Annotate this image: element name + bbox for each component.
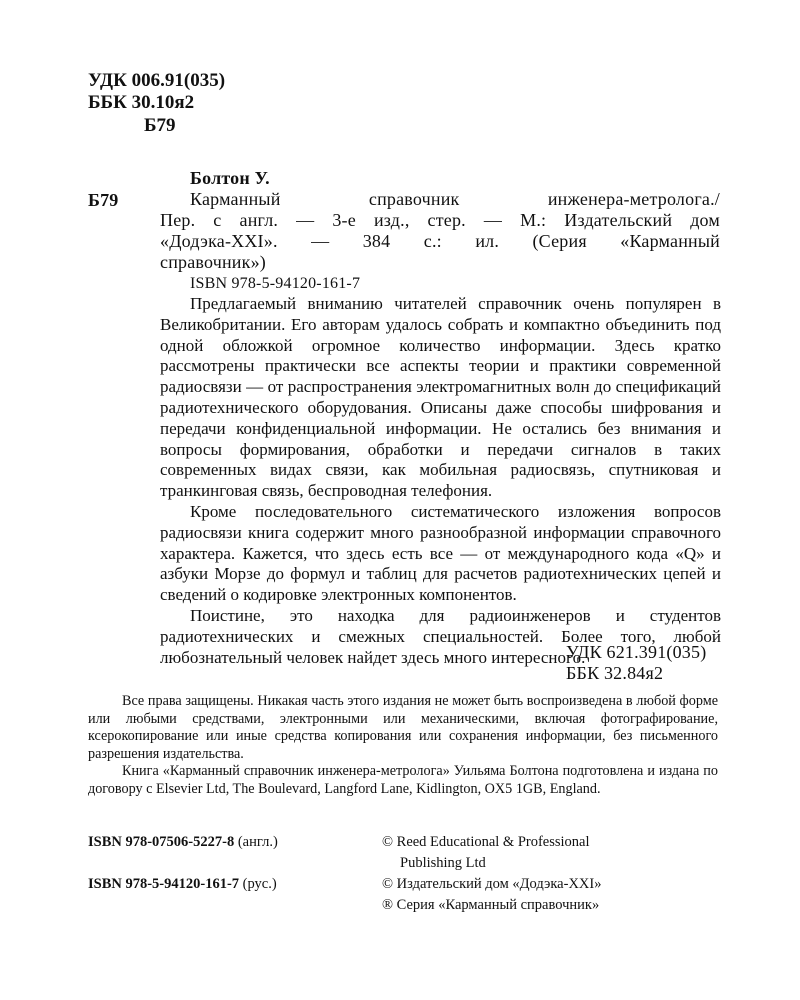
bib-title-line-3: «Додэка-XXI». — 384 с.: ил. (Серия «Карманный (160, 231, 720, 251)
author-mark-code: Б79 (144, 115, 176, 136)
secondary-bbk: ББК 32.84я2 (566, 663, 664, 683)
rights-paragraph-1: Все права защищены. Никакая часть этого издания не может быть воспроизведена в любой форме или любыми средствами, электронными или механическими, включая фотографирование, ксерокопирование или иные средства копирования или сохранения информации, без письменного разрешения издательства. (88, 693, 718, 762)
annotation-paragraph-1: Предлагаемый вниманию читателей справочник очень популярен в Великобритании. Его авторам удалось собрать и компактно объединить под одной обложкой огромное количество информации. Здесь кратко рассмотрены практически все аспекты теории и практики современной радиосвязи — от распространения электромагнитных волн до спецификаций радиотехнического оборудования. Описаны даже способы шифрования и передачи конфиденциальной информации. Не остались без внимания и вопросы формирования, обработки и передачи сигналов в таких современных видах связи, как мобильная радиосвязь, спутниковая и транкинговая связь, беспроводная телефония. (160, 294, 721, 501)
bib-title-line-2: Пер. с англ. — 3-е изд., стер. — М.: Издательский дом (160, 210, 720, 230)
bib-author-mark: Б79 (88, 190, 119, 210)
rights-paragraph-2: Книга «Карманный справочник инженера-метролога» Уильяма Болтона подготовлена и издана по договору с Elsevier Ltd, The Boulevard, Langford Lane, Kidlington, OX5 1GB, England. (88, 763, 718, 797)
isbn-en: ISBN 978-07506-5227-8 (88, 834, 235, 850)
isbn-ru-lang: (рус.) (242, 876, 277, 892)
annotation (160, 294, 721, 668)
isbn-ru: ISBN 978-5-94120-161-7 (88, 876, 240, 892)
annotation-paragraph-2: Кроме последовательного систематического изложения вопросов радиосвязи книга содержит много разнообразной информации справочного характера. Кажется, что здесь есть все — от международного кода «Q» и азбуки Морзе до формул и таблиц для расчетов радиотехнических цепей и сведений о кодировке электронных компонентов. (160, 501, 721, 605)
author-name: Болтон У. (190, 168, 270, 188)
annotation-paragraph-3: Поистине, это находка для радиоинженеров и студентов радиотехнических и смежных специальностей. Более того, любой любознательный человек найдет здесь много интересного. (160, 605, 721, 667)
bib-title-line-4: справочник») (160, 252, 266, 272)
isbn-ru-row (88, 874, 277, 894)
isbn-en-row (88, 832, 278, 852)
series-mark: ® Серия «Карманный справочник» (382, 897, 600, 913)
copyright-ru: © Издательский дом «Додэка-XXI» (382, 876, 602, 892)
bib-isbn: ISBN 978-5-94120-161-7 (190, 275, 361, 292)
copyright-en-line-1: © Reed Educational & Professional (382, 834, 590, 850)
isbn-en-lang: (англ.) (237, 834, 278, 850)
bib-title-line-1: Карманный справочник инженера-метролога./ (190, 189, 720, 209)
rights-notice (88, 693, 718, 799)
secondary-udk: УДК 621.391(035) (566, 642, 707, 662)
udk-code: УДК 006.91(035) (88, 70, 226, 91)
bbk-code: ББК 30.10я2 (88, 92, 195, 113)
copyright-en-line-2: Publishing Ltd (400, 855, 486, 871)
